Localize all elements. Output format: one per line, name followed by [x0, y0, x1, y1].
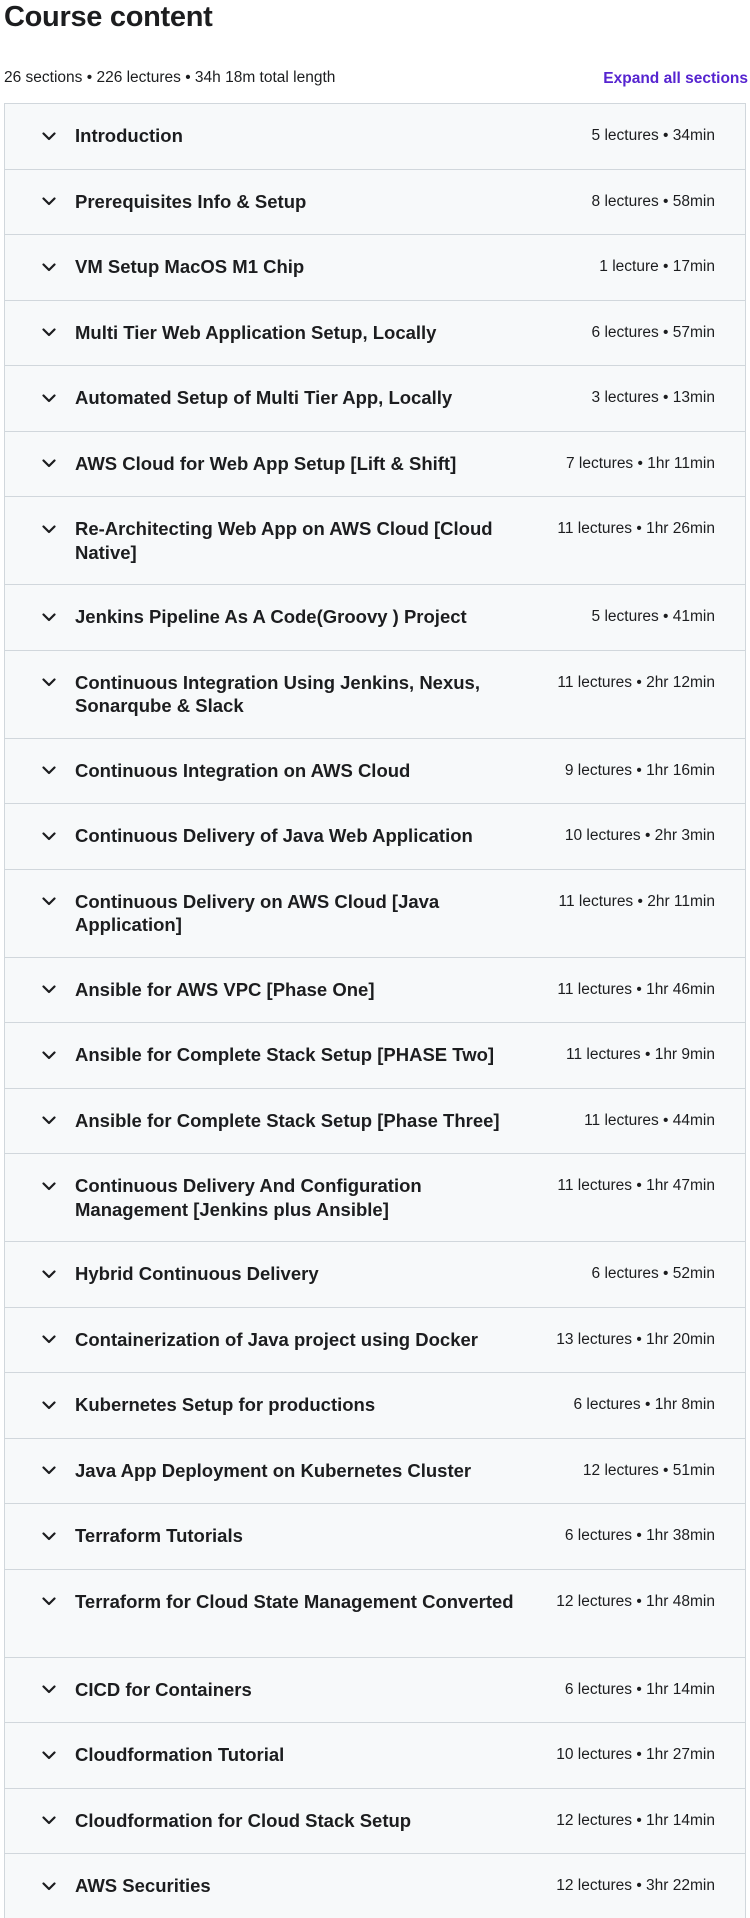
section-title: Re-Architecting Web App on AWS Cloud [Cloud Native]: [75, 518, 493, 563]
section-row[interactable]: [5, 870, 745, 958]
section-row[interactable]: [5, 1089, 745, 1155]
section-title: Hybrid Continuous Delivery: [75, 1263, 319, 1284]
section-title: CICD for Containers: [75, 1678, 252, 1700]
section-row[interactable]: [5, 170, 745, 236]
chevron-down-icon: [39, 257, 59, 277]
section-row[interactable]: [5, 804, 745, 870]
section-meta: 12 lectures • 1hr 48min: [556, 1592, 715, 1610]
chevron-down-icon: [39, 1395, 59, 1415]
section-meta: 5 lectures • 41min: [591, 608, 715, 625]
section-row[interactable]: [5, 301, 745, 367]
chevron-down-icon: [39, 1176, 59, 1196]
section-title: Continuous Delivery of Java Web Application: [75, 825, 473, 846]
section-row[interactable]: [5, 1504, 745, 1570]
section-title: Continuous Delivery on AWS Cloud [Java Application]: [75, 890, 440, 935]
chevron-down-icon: [39, 1461, 59, 1481]
section-row[interactable]: [5, 958, 745, 1024]
section-meta: 10 lectures • 2hr 3min: [564, 827, 715, 844]
section-title: Ansible for AWS VPC [Phase One]: [75, 978, 375, 1000]
section-meta: 11 lectures • 1hr 46min: [557, 980, 715, 998]
section-row[interactable]: [5, 739, 745, 805]
chevron-down-icon: [39, 1680, 59, 1700]
section-row[interactable]: [5, 1373, 745, 1439]
section-row[interactable]: [5, 1023, 745, 1089]
section-meta: 11 lectures • 44min: [584, 1111, 715, 1129]
chevron-down-icon: [39, 980, 59, 1000]
section-meta: 7 lectures • 1hr 11min: [565, 454, 715, 472]
section-title: Java App Deployment on Kubernetes Cluster: [75, 1459, 472, 1481]
section-meta: 8 lectures • 58min: [591, 192, 715, 210]
section-row[interactable]: [5, 432, 745, 498]
section-row[interactable]: [5, 1570, 745, 1658]
chevron-down-icon: [39, 1811, 59, 1831]
section-title: Jenkins Pipeline As A Code(Groovy ) Project: [75, 606, 467, 627]
course-summary: 26 sections • 226 lectures • 34h 18m total length: [4, 69, 336, 86]
chevron-down-icon: [39, 519, 59, 539]
chevron-down-icon: [39, 892, 59, 912]
section-title: Prerequisites Info & Setup: [75, 190, 307, 212]
chevron-down-icon: [39, 388, 59, 408]
section-row[interactable]: [5, 1789, 745, 1855]
chevron-down-icon: [39, 607, 59, 627]
section-title: AWS Securities: [75, 1875, 211, 1896]
section-row[interactable]: [5, 1154, 745, 1242]
section-title: Continuous Integration on AWS Cloud: [75, 759, 411, 781]
section-meta: 11 lectures • 1hr 47min: [557, 1177, 715, 1194]
section-meta: 1 lecture • 17min: [599, 258, 715, 275]
chevron-down-icon: [39, 192, 59, 212]
section-row[interactable]: [5, 1854, 745, 1918]
chevron-down-icon: [39, 1526, 59, 1546]
section-meta: 12 lectures • 1hr 14min: [556, 1811, 715, 1829]
chevron-down-icon: [39, 1876, 59, 1896]
section-meta: 13 lectures • 1hr 20min: [556, 1330, 715, 1348]
section-meta: 6 lectures • 52min: [591, 1265, 715, 1282]
section-meta: 11 lectures • 1hr 9min: [565, 1046, 715, 1063]
section-title: Ansible for Complete Stack Setup [Phase Three]: [75, 1109, 500, 1131]
section-meta: 6 lectures • 1hr 8min: [573, 1396, 715, 1413]
section-row[interactable]: [5, 235, 745, 301]
section-row[interactable]: [5, 1242, 745, 1308]
section-row[interactable]: [5, 651, 745, 739]
section-meta: 3 lectures • 13min: [591, 389, 715, 406]
section-meta: 5 lectures • 34min: [591, 127, 715, 144]
section-title: VM Setup MacOS M1 Chip: [75, 256, 305, 277]
section-row[interactable]: [5, 104, 745, 170]
section-meta: 6 lectures • 1hr 14min: [564, 1680, 715, 1698]
chevron-down-icon: [39, 761, 59, 781]
section-row[interactable]: [5, 1658, 745, 1724]
section-title: Multi Tier Web Application Setup, Locally: [75, 321, 437, 343]
section-meta: 10 lectures • 1hr 27min: [556, 1746, 715, 1763]
section-row[interactable]: [5, 1723, 745, 1789]
section-meta: 12 lectures • 3hr 22min: [556, 1877, 715, 1894]
section-title: Kubernetes Setup for productions: [75, 1394, 376, 1415]
section-meta: 12 lectures • 51min: [582, 1461, 715, 1479]
chevron-down-icon: [39, 673, 59, 693]
section-title: Cloudformation for Cloud Stack Setup: [75, 1809, 412, 1831]
sections-list: [4, 103, 746, 1918]
section-title: Cloudformation Tutorial: [75, 1744, 285, 1765]
chevron-down-icon: [39, 1592, 59, 1612]
section-title: Containerization of Java project using Docker: [75, 1328, 478, 1350]
expand-all-button[interactable]: Expand all sections: [603, 70, 748, 87]
chevron-down-icon: [39, 1264, 59, 1284]
section-meta: 11 lectures • 2hr 12min: [557, 673, 715, 691]
section-title: Continuous Delivery And Configuration Management [Jenkins plus Ansible]: [75, 1175, 422, 1220]
section-row[interactable]: [5, 497, 745, 585]
chevron-down-icon: [39, 454, 59, 474]
section-title: Terraform for Cloud State Management Converted: [75, 1590, 514, 1612]
chevron-down-icon: [39, 1745, 59, 1765]
chevron-down-icon: [39, 1045, 59, 1065]
section-meta: 6 lectures • 57min: [591, 323, 715, 341]
section-row[interactable]: [5, 1308, 745, 1374]
section-title: Introduction: [75, 125, 183, 146]
section-title: Continuous Integration Using Jenkins, Nexus, Sonarqube & Slack: [75, 671, 480, 716]
section-title: Ansible for Complete Stack Setup [PHASE Two]: [75, 1044, 495, 1065]
chevron-down-icon: [39, 1111, 59, 1131]
page-title: Course content: [4, 1, 213, 33]
chevron-down-icon: [39, 1330, 59, 1350]
course-summary-row: [4, 66, 748, 90]
section-title: Terraform Tutorials: [75, 1525, 243, 1546]
chevron-down-icon: [39, 826, 59, 846]
section-row[interactable]: [5, 585, 745, 651]
chevron-down-icon: [39, 126, 59, 146]
section-title: Automated Setup of Multi Tier App, Locally: [75, 387, 453, 408]
section-row[interactable]: [5, 366, 745, 432]
section-meta: 9 lectures • 1hr 16min: [564, 761, 715, 779]
section-meta: 11 lectures • 1hr 26min: [557, 520, 715, 537]
section-row[interactable]: [5, 1439, 745, 1505]
chevron-down-icon: [39, 323, 59, 343]
section-meta: 6 lectures • 1hr 38min: [564, 1527, 715, 1544]
section-meta: 11 lectures • 2hr 11min: [558, 892, 715, 910]
section-title: AWS Cloud for Web App Setup [Lift & Shift]: [75, 452, 457, 474]
